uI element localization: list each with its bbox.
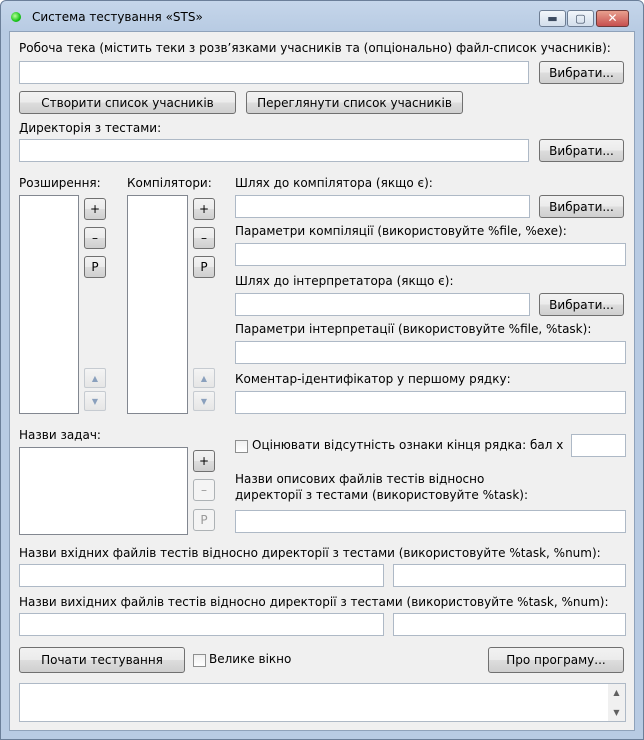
work-dir-label: Робоча тека (містить теки з розв’язками учасників та (опціонально) файл-список учасників): (19, 41, 611, 55)
close-icon: ✕ (607, 11, 618, 25)
work-dir-input[interactable] (19, 61, 529, 84)
close-button[interactable] (596, 10, 629, 27)
interpreter-path-label: Шлях до інтерпретатора (якщо є): (235, 274, 454, 288)
compilers-remove-button[interactable]: – (193, 227, 215, 249)
form-client-area (9, 31, 635, 731)
compilers-label: Компілятори: (127, 176, 212, 190)
input-files-input-2[interactable] (393, 564, 626, 587)
window-title: Система тестування «STS» (32, 10, 203, 24)
eol-penalty-label: Оцінювати відсутність ознаки кінця рядка: бал x (252, 438, 564, 452)
extensions-label: Розширення: (19, 176, 101, 190)
comment-id-label: Коментар-ідентифікатор у першому рядку: (235, 372, 511, 386)
compilers-add-button[interactable]: + (193, 198, 215, 220)
app-status-icon (11, 12, 21, 22)
tasks-remove-button[interactable]: – (193, 479, 215, 501)
input-files-input-1[interactable] (19, 564, 384, 587)
input-files-label: Назви вхідних файлів тестів відносно директорії з тестами (використовуйте %task, %num): (19, 546, 601, 560)
compiler-path-input[interactable] (235, 195, 530, 218)
test-descriptions-label-line1: Назви описових файлів тестів відносно (235, 472, 485, 486)
extensions-move-up-button[interactable] (84, 368, 106, 388)
arrow-up-icon: ▲ (200, 373, 208, 383)
maximize-button[interactable] (567, 10, 594, 27)
interpret-params-label: Параметри інтерпретації (використовуйте %file, %task): (235, 322, 592, 336)
arrow-up-icon: ▲ (91, 373, 99, 383)
minimize-icon: ▬ (547, 12, 558, 25)
test-descriptions-input[interactable] (235, 510, 626, 533)
output-files-input-2[interactable] (393, 613, 626, 636)
tests-dir-label: Директорія з тестами: (19, 121, 162, 135)
tasks-add-button[interactable]: + (193, 450, 215, 472)
eol-penalty-input[interactable] (571, 434, 626, 457)
tests-dir-browse-button[interactable]: Вибрати... (539, 139, 624, 162)
eol-penalty-checkbox[interactable] (235, 440, 248, 453)
output-files-input-1[interactable] (19, 613, 384, 636)
interpreter-path-browse-button[interactable]: Вибрати... (539, 293, 624, 316)
interpret-params-input[interactable] (235, 341, 626, 364)
start-testing-button[interactable]: Почати тестування (19, 647, 185, 673)
compiler-path-label: Шлях до компілятора (якщо є): (235, 176, 433, 190)
tests-dir-input[interactable] (19, 139, 529, 162)
scroll-down-icon[interactable]: ▼ (613, 708, 620, 717)
arrow-down-icon: ▼ (91, 396, 99, 406)
extensions-list[interactable] (19, 195, 79, 414)
arrow-down-icon: ▼ (200, 396, 208, 406)
big-window-label: Велике вікно (209, 652, 292, 666)
tasks-props-button[interactable]: P (193, 509, 215, 531)
compilers-props-button[interactable]: P (193, 256, 215, 278)
big-window-checkbox[interactable] (193, 654, 206, 667)
minimize-button[interactable] (539, 10, 566, 27)
maximize-icon: ▢ (575, 12, 586, 25)
about-button[interactable]: Про програму... (488, 647, 624, 673)
compile-params-input[interactable] (235, 243, 626, 266)
title-bar[interactable] (1, 1, 643, 31)
scroll-up-icon[interactable]: ▲ (613, 688, 620, 697)
extensions-remove-button[interactable]: – (84, 227, 106, 249)
extensions-move-down-button[interactable] (84, 391, 106, 411)
create-participants-button[interactable]: Створити список учасників (19, 91, 236, 114)
comment-id-input[interactable] (235, 391, 626, 414)
extensions-add-button[interactable]: + (84, 198, 106, 220)
output-files-label: Назви вихідних файлів тестів відносно директорії з тестами (використовуйте %task, %num): (19, 595, 609, 609)
view-participants-button[interactable]: Переглянути список учасників (246, 91, 463, 114)
compiler-path-browse-button[interactable]: Вибрати... (539, 195, 624, 218)
compilers-list[interactable] (127, 195, 188, 414)
work-dir-browse-button[interactable]: Вибрати... (539, 61, 624, 84)
tasks-label: Назви задач: (19, 428, 101, 442)
compilers-move-up-button[interactable] (193, 368, 215, 388)
log-output-area[interactable] (19, 683, 626, 722)
compilers-move-down-button[interactable] (193, 391, 215, 411)
compile-params-label: Параметри компіляції (використовуйте %file, %exe): (235, 224, 567, 238)
tasks-list[interactable] (19, 447, 188, 535)
log-scrollbar[interactable] (608, 684, 625, 721)
test-descriptions-label-line2: директорії з тестами (використовуйте %task): (235, 488, 528, 502)
interpreter-path-input[interactable] (235, 293, 530, 316)
extensions-props-button[interactable]: P (84, 256, 106, 278)
